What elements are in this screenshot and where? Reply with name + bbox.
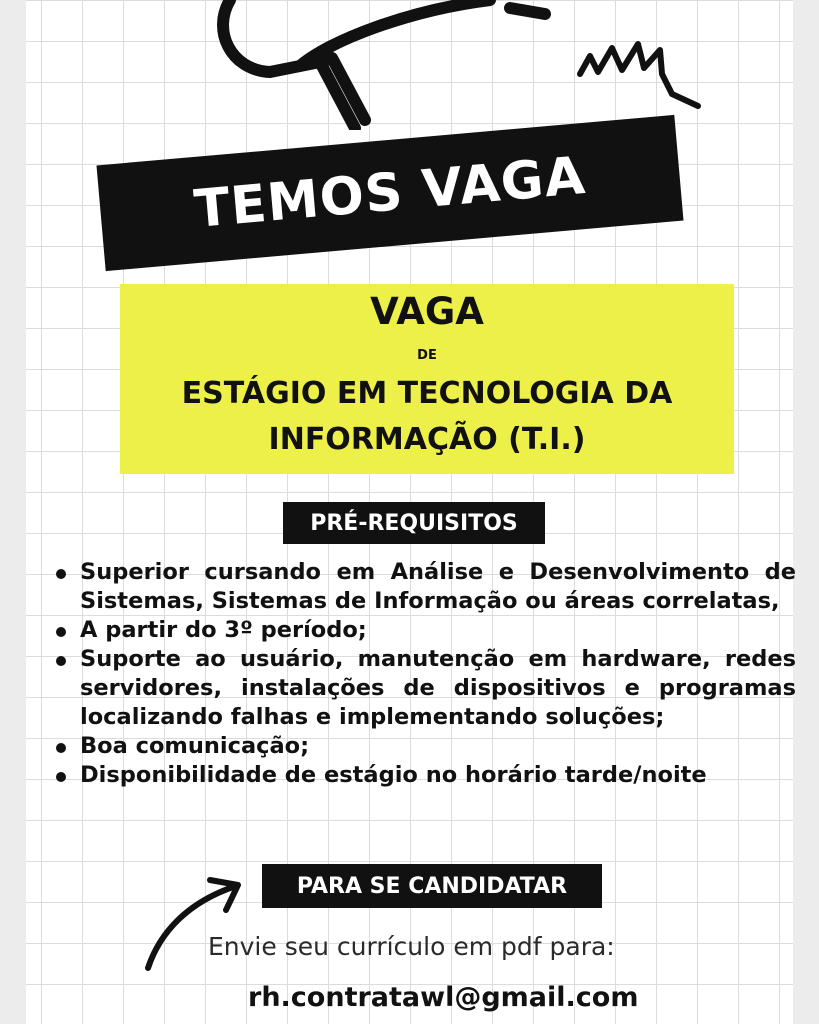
megaphone-icon bbox=[200, 0, 560, 130]
headline-text: TEMOS VAGA bbox=[191, 146, 589, 240]
job-title: VAGA bbox=[370, 290, 484, 333]
list-item: Superior cursando em Análise e Desenvolvimento de Sistemas, Sistemas de Informação ou áreas correlatas, bbox=[52, 558, 796, 616]
headline-banner bbox=[96, 115, 683, 271]
contact-email[interactable]: rh.contratawl@gmail.com bbox=[248, 982, 639, 1013]
prerequisites-label: PRÉ-REQUISITOS bbox=[283, 502, 545, 544]
list-item: Boa comunicação; bbox=[52, 732, 796, 761]
right-edge bbox=[793, 0, 819, 1024]
list-item: Suporte ao usuário, manutenção em hardware, redes servidores, instalações de dispositivos e programas localizando falhas e implementando soluções; bbox=[52, 645, 796, 732]
apply-instruction: Envie seu currículo em pdf para: bbox=[208, 932, 615, 961]
job-connector: DE bbox=[417, 348, 437, 363]
job-name-line-1: ESTÁGIO EM TECNOLOGIA DA bbox=[181, 376, 673, 411]
apply-label: PARA SE CANDIDATAR bbox=[262, 864, 602, 908]
left-edge bbox=[0, 0, 26, 1024]
list-item: Disponibilidade de estágio no horário tarde/noite bbox=[52, 761, 796, 790]
job-name-line-2: INFORMAÇÃO (T.I.) bbox=[268, 422, 586, 457]
prerequisites-list bbox=[52, 558, 796, 790]
job-title-box bbox=[120, 284, 734, 474]
burst-lines-icon bbox=[572, 34, 712, 114]
list-item: A partir do 3º período; bbox=[52, 616, 796, 645]
